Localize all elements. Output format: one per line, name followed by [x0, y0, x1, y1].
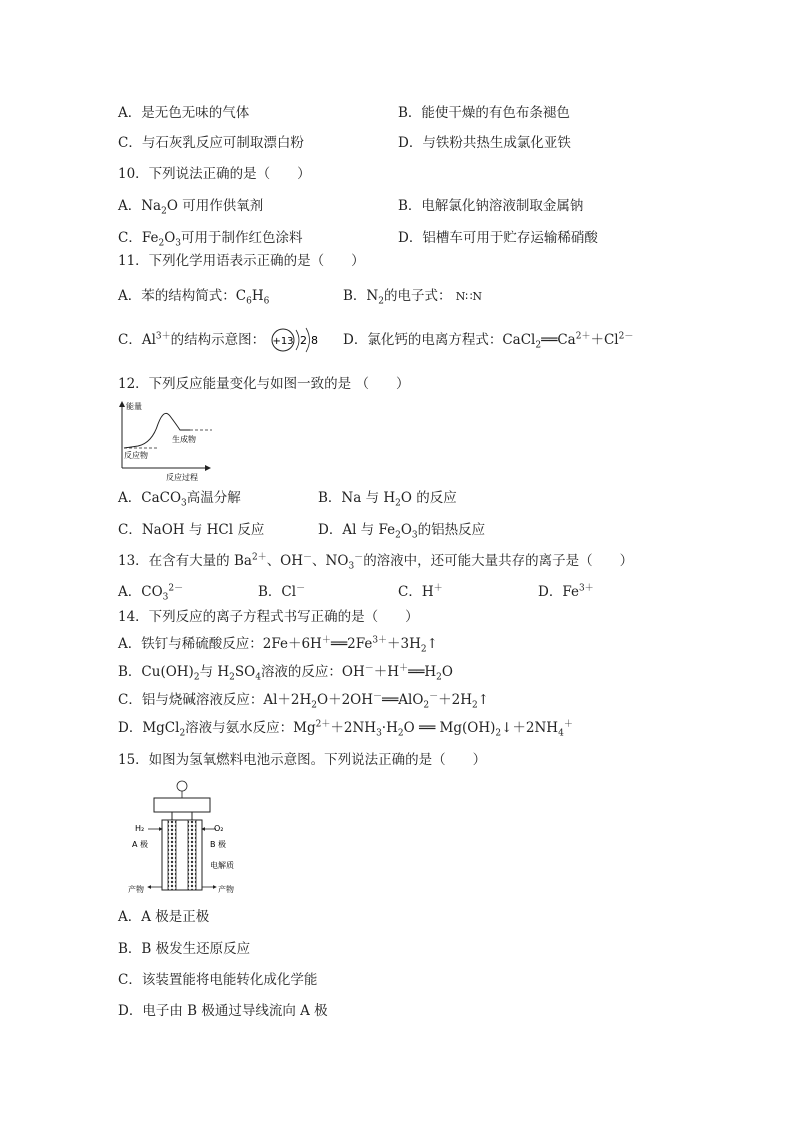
a-pole-label: A 极: [132, 840, 149, 849]
fuel-cell-diagram: [126, 776, 246, 898]
product-label: 生成物: [172, 435, 196, 444]
energy-profile-diagram: [116, 398, 216, 484]
q9-option-d: D．与铁粉共热生成氯化亚铁: [398, 135, 571, 151]
q11-stem: 11．下列化学用语表示正确的是（ ）: [118, 253, 365, 269]
q10-option-d: D．铝槽车可用于贮存运输稀硝酸: [398, 230, 598, 246]
b-pole-label: B 极: [210, 840, 227, 849]
q15-option-b: B．B 极发生还原反应: [118, 941, 251, 957]
q9-option-c: C．与石灰乳反应可制取漂白粉: [118, 135, 304, 151]
bulb-icon: [177, 781, 187, 791]
q10-stem: 10．下列说法正确的是（ ）: [118, 166, 311, 182]
q13-option-a: A．$CO_3^{2-}$: [118, 583, 184, 603]
q15-option-a: A．A 极是正极: [118, 909, 210, 925]
n2-electron-formula: N∷N: [455, 290, 483, 303]
q14-stem: 14．下列反应的离子方程式书写正确的是（ ）: [118, 609, 419, 625]
q15-option-d: D．电子由 B 极通过导线流向 A 极: [118, 1003, 328, 1019]
q12-option-c: C．NaOH 与 HCl 反应: [118, 522, 265, 538]
q9-option-b: B．能使干燥的有色布条褪色: [398, 105, 570, 121]
x-axis-label: 反应过程: [166, 473, 198, 482]
q12-option-d: D．Al 与 $Fe_2O_3$的铝热反应: [318, 522, 486, 541]
o2-label: O₂: [214, 824, 224, 833]
q12-option-b: B．Na 与 $H_2O$ 的反应: [318, 490, 457, 509]
q12-option-a: A．CaCO$_3$高温分解: [118, 490, 241, 509]
product-right-label: 产物: [218, 885, 234, 894]
q10-option-a: A．$Na_2O$ 可用作供氧剂: [118, 198, 264, 217]
reactant-label: 反应物: [124, 451, 148, 460]
q9-option-a: A．是无色无味的气体: [118, 105, 250, 121]
q11-option-c: C．$Al^{3+}$的结构示意图：: [118, 331, 266, 348]
q14-option-a: A．铁钉与稀硫酸反应：$2Fe+6H^+══2Fe^{3+}+3H_2↑$: [118, 635, 438, 655]
q10-option-b: B．电解氯化钠溶液制取金属钠: [398, 198, 584, 214]
q11-option-b: B．$N_2$的电子式： N∷N: [343, 288, 483, 307]
shell-2-count: 8: [311, 334, 318, 347]
q13-option-d: D．$Fe^{3+}$: [538, 583, 594, 600]
electrolyte-label: 电解质: [210, 861, 234, 870]
h2-label: H₂: [135, 824, 145, 833]
q14-option-d: D．MgCl$_2$溶液与氨水反应：$Mg^{2+}+2NH_3\cdot H_2O$ ══ $Mg(OH)_2↓+2NH_4^+$: [118, 719, 573, 739]
nucleus-charge: +13: [272, 336, 294, 347]
shell-1-count: 2: [300, 334, 307, 347]
q15-option-c: C．该装置能将电能转化成化学能: [118, 972, 318, 988]
al-ion-structure-diagram: [268, 324, 322, 358]
q10-option-c: C．$Fe_2O_3$可用于制作红色涂料: [118, 230, 303, 249]
product-left-label: 产物: [128, 885, 144, 894]
q11-option-a: A．苯的结构简式：$C_6H_6$: [118, 288, 270, 307]
q14-option-b: B．$Cu(OH)_2$与 $H_2SO_4$溶液的反应：$OH^-+H^+══H_2O$: [118, 663, 453, 683]
q13-option-b: B．Cl－: [258, 583, 306, 600]
y-axis-label: 能量: [126, 402, 142, 411]
q12-stem: 12．下列反应能量变化与如图一致的是 （ ）: [118, 376, 410, 392]
q15-stem: 15．如图为氢氧燃料电池示意图。下列说法正确的是（ ）: [118, 752, 487, 768]
q13-stem: 13．在含有大量的 $Ba^{2+}$、OH－、$NO_3^-$的溶液中，还可能大量共存的离子是（ ）: [118, 552, 634, 572]
q13-option-c: C．H＋: [398, 583, 443, 600]
q11-option-d: D．氯化钙的电离方程式：$CaCl_2══Ca^{2+}+Cl^{2-}$: [343, 331, 634, 351]
q14-option-c: C．铝与烧碱溶液反应：$Al+2H_2O+2OH^-══AlO_2^-+2H_2↑$: [118, 691, 490, 711]
